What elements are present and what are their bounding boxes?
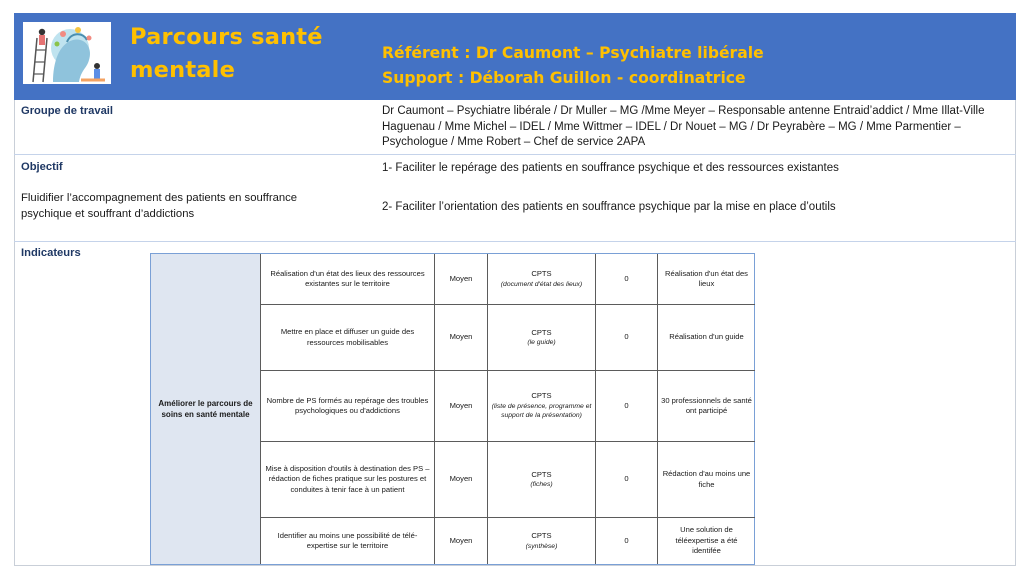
- goal-cell: Améliorer le parcours de soins en santé mentale: [151, 254, 260, 564]
- cpts-label: CPTS: [531, 269, 552, 278]
- table-row: [260, 254, 755, 305]
- objectif-description: Fluidifier l’accompagnement des patients en souffrance psychique et souffrant d’addictions: [21, 192, 298, 220]
- title-line-1: Parcours santé: [130, 24, 323, 50]
- cpts-detail: (synthèse): [525, 542, 558, 550]
- cpts-detail: (le guide): [527, 339, 556, 346]
- page-title: [130, 21, 323, 87]
- value-cell: 0: [595, 442, 657, 517]
- action-cell: Identifier au moins une possibilité de télé-expertise sur le territoire: [260, 518, 434, 564]
- indicateurs-table: [150, 253, 755, 565]
- title-line-2: mentale: [130, 57, 236, 83]
- groupe-members-text: Dr Caumont – Psychiatre libérale / Dr Muller – MG /Mme Meyer – Responsable antenne Entraid’addict / Mme Illat-Ville Haguenau / Mme Michel – IDEL / Mme Wittmer – IDEL / Dr Nouet – MG / Dr Peyrabère – MG / Mme Parmentier – Psychologue / Mme Robert – Chef de service 2APA: [382, 105, 985, 148]
- cpts-cell: [487, 442, 595, 517]
- table-row: [260, 518, 755, 564]
- groupe-travail-row: [14, 100, 1016, 155]
- result-cell: Une solution de téléexpertise a été identifée: [657, 518, 755, 564]
- objectif-label: Objectif: [21, 161, 63, 173]
- moyen-cell: Moyen: [434, 442, 487, 517]
- cpts-detail: (document d'état des lieux): [500, 280, 583, 288]
- cpts-cell: [487, 371, 595, 441]
- cpts-cell: [487, 254, 595, 304]
- cpts-label: CPTS: [531, 327, 552, 337]
- moyen-cell: Moyen: [434, 371, 487, 441]
- referent-text: Référent : Dr Caumont – Psychiatre libérale: [382, 44, 764, 62]
- moyen-cell: Moyen: [434, 254, 487, 304]
- mental-health-illustration: [23, 22, 111, 84]
- cpts-label: CPTS: [531, 531, 552, 540]
- objectif-item-2: 2- Faciliter l’orientation des patients en souffrance psychique par la mise en place d’outils: [382, 201, 836, 213]
- header-banner: [14, 13, 1016, 100]
- action-cell: Mise à disposition d'outils à destination des PS – rédaction de fiches pratique sur les postures et conduites à tenir face à un patient: [260, 442, 434, 517]
- cpts-detail: (liste de présence, programme et support de la présentation): [491, 402, 592, 420]
- objectif-item-1: 1- Faciliter le repérage des patients en souffrance psychique et des ressources existantes: [382, 162, 839, 174]
- groupe-label: Groupe de travail: [21, 105, 114, 117]
- support-text: Support : Déborah Guillon - coordinatrice: [382, 69, 746, 87]
- value-cell: 0: [595, 371, 657, 441]
- result-cell: Rédaction d'au moins une fiche: [657, 442, 755, 517]
- value-cell: 0: [595, 305, 657, 370]
- cpts-cell: [487, 518, 595, 564]
- value-cell: 0: [595, 254, 657, 304]
- action-cell: Réalisation d'un état des lieux des ressources existantes sur le territoire: [260, 254, 434, 304]
- cpts-label: CPTS: [531, 469, 552, 479]
- objectif-row: [14, 155, 1016, 242]
- table-row: [260, 371, 755, 442]
- result-cell: Réalisation d'un guide: [657, 305, 755, 370]
- value-cell: 0: [595, 518, 657, 564]
- result-cell: 30 professionnels de santé ont participé: [657, 371, 755, 441]
- moyen-cell: Moyen: [434, 518, 487, 564]
- action-cell: Mettre en place et diffuser un guide des ressources mobilisables: [260, 305, 434, 370]
- moyen-cell: Moyen: [434, 305, 487, 370]
- table-row: [260, 442, 755, 518]
- indicateurs-label: Indicateurs: [21, 247, 81, 259]
- cpts-detail: (fiches): [530, 481, 553, 488]
- result-cell: Réalisation d'un état des lieux: [657, 254, 755, 304]
- table-row: [260, 305, 755, 371]
- cpts-label: CPTS: [531, 391, 552, 401]
- action-cell: Nombre de PS formés au repérage des troubles psychologiques ou d'addictions: [260, 371, 434, 441]
- cpts-cell: [487, 305, 595, 370]
